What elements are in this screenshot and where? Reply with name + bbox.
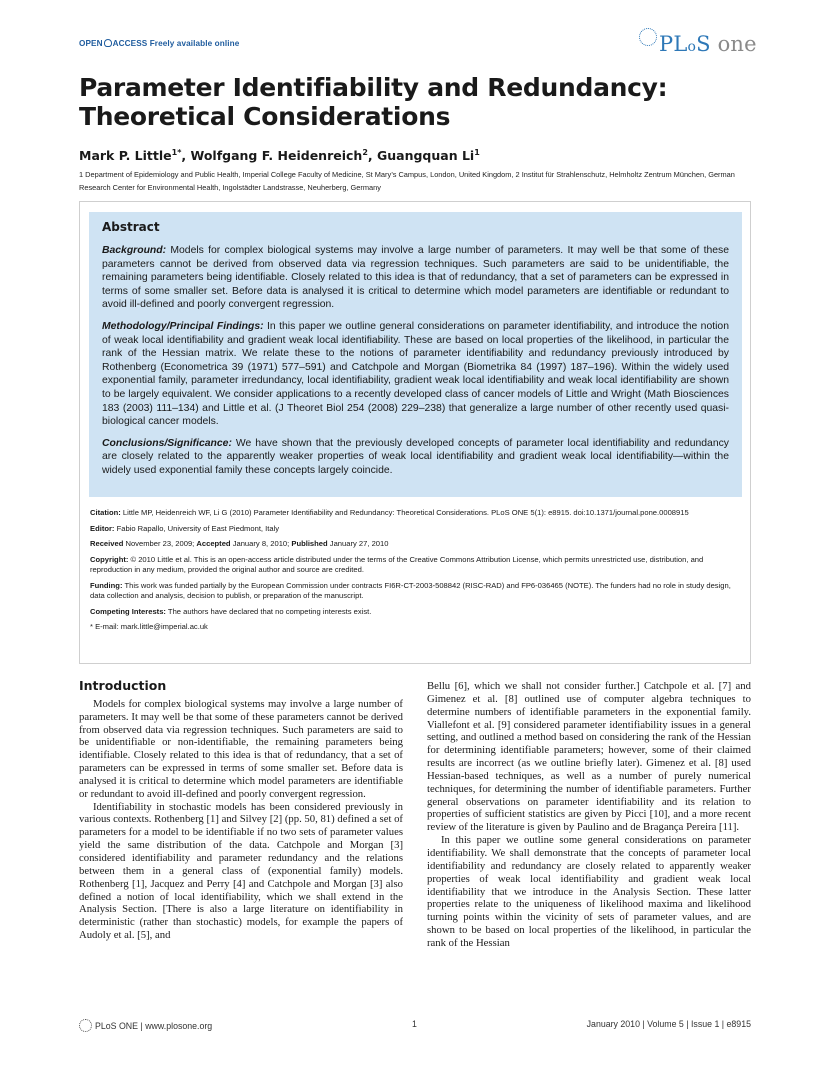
open-access-post: ACCESS Freely available online <box>112 39 240 48</box>
author-affil-sup: 1* <box>171 148 182 157</box>
conclusions-text: We have shown that the previously developed concepts of parameter local identifiability and redundancy are closely related to the apparently weaker properties of weak local identifiability and gradient weak local identifiability—within the widely used exponential family these concepts largely coincide. <box>102 437 729 476</box>
corresponding-email: * E-mail: mark.little@imperial.ac.uk <box>90 622 208 631</box>
page-footer <box>79 1018 751 1032</box>
methods-text: In this paper we outline general considerations on parameter identifiability, and introduce the notion of weak local identifiability and gradient weak local identifiability. These are based on local properties of the likelihood, in particular the rank of the Hessian matrix. We relate these to the notions of parameter identifiability and redundancy previously introduced by Rothenberg (Econometrica 39 (1971) 577–591) and Catchpole and Morgan (Biometrika 84 (1997) 187–196). Within the widely used exponential family, parameter irredundancy, local identifiability, gradient weak local identifiability and weak local identifiability are shown to be largely equivalent. We consider applications to a recently developed class of cancer models of Little and Wright (Math Biosciences 183 (2003) 111–134) and Little et al. (J Theoret Biol 254 (2008) 229–238) that generalize a large number of other recently used quasi-biological cancer models. <box>102 320 729 428</box>
open-access-lock-icon <box>104 39 112 47</box>
body-paragraph: Bellu [6], which we shall not consider further.] Catchpole et al. [7] and Gimenez et al. [8] outlined use of computer algebra techniques to determine numbers of identifiable parameters in the exponential family. Viallefont et al. [9] considered parameter identifiability issues in a general setting, and outlined a method based on considering the rank of the Hessian for determining identifiable parameters; however, some of their claimed results are incorrect (as we outline briefly later). Gimenez et al. [8] used Hessian-based techniques, as well as a number of purely numerical techniques, for determining the number of identifiable parameters. Further general observations on parameter identifiability and its relation to properties of sufficient statistics are given by Picci [10], and a more recent review of the literature is given by Paulino and de Bragança Pereira [11]. <box>427 680 751 834</box>
author-name: Mark P. Little <box>79 148 172 164</box>
article-title: Parameter Identifiability and Redundancy: Theoretical Considerations <box>79 73 668 131</box>
footer-journal: PLoS ONE | www.plosone.org <box>79 1019 212 1032</box>
author-list <box>79 148 751 163</box>
author-affil-sup: 2 <box>362 148 368 157</box>
abstract-box <box>79 201 751 664</box>
body-columns <box>79 680 751 1010</box>
body-paragraph: Models for complex biological systems may involve a large number of parameters. It may well be that some of these parameters cannot be derived from observed data via regression techniques. Such parameters are said to be unidentifiable or non-identifiable, the remaining parameters being identifiable. Closely related to this idea is that of redundancy, that a set of parameters can be expressed in terms of some smaller set. Before data is analysed it is critical to determine which model parameters are identifiable or redundant to avoid ill-defined and poorly convergent regression. <box>79 697 403 800</box>
body-paragraph: Identifiability in stochastic models has been considered previously in various contexts. Rothenberg [1] and Silvey [2] (pp. 50, 81) defined a set of parameters for a model to be identifiable if no two sets of parameter values yield the same distribution of the data. Catchpole and Morgan [3] considered identifiability and parameter redundancy and the relations between them in a general class of (exponential family) models. Rothenberg [1], Jacquez and Perry [4] and Catchpole and Morgan [3] also defined a notion of local identifiability, which we shall extend in the Analysis Section. [There is also a large literature on identifiability in deterministic (rather than stochastic) models, for example the papers of Audoly et al. [5], and <box>79 800 403 942</box>
body-paragraph: In this paper we outline some general considerations on parameter identifiability. We shall demonstrate that the concepts of parameter local identifiability and redundancy are closely related to apparently weaker properties of weak local identifiability and gradient weak local identifiability that we introduce in the Analysis Section. These latter properties relate to the uniqueness of likelihood maxima and likelihood turning points within the vicinity of sets of parameter values, and are shown to be based on local properties of the likelihood, in particular the rank of the Hessian <box>427 834 751 949</box>
body-column-right <box>427 680 751 1010</box>
dates: Received November 23, 2009; Accepted January 8, 2010; Published January 27, 2010 <box>90 539 389 548</box>
footer-issue: January 2010 | Volume 5 | Issue 1 | e8915 <box>586 1019 751 1029</box>
editor: Editor: Fabio Rapallo, University of East Piedmont, Italy <box>90 523 280 533</box>
abstract-background <box>102 244 729 312</box>
article-metadata <box>90 508 740 638</box>
plos-sun-icon <box>639 28 657 46</box>
author-name: , Wolfgang F. Heidenreich <box>181 148 363 164</box>
open-access-pre: OPEN <box>79 39 103 48</box>
journal-header-bar <box>79 32 757 56</box>
author-name: , Guangquan Li <box>367 148 475 164</box>
abstract-heading: Abstract <box>102 220 160 234</box>
plos-one-logo <box>639 28 757 56</box>
copyright: Copyright: © 2010 Little et al. This is an open-access article distributed under the terms of the Creative Commons Attribution License, which permits unrestricted use, distribution, and reproduction in any medium, provided the original author and source are credited. <box>90 554 704 574</box>
competing-interests: Competing Interests: The authors have declared that no competing interests exist. <box>90 606 372 616</box>
methods-label: Methodology/Principal Findings: <box>102 320 264 332</box>
background-label: Background: <box>102 245 167 256</box>
affiliations: 1 Department of Epidemiology and Public Health, Imperial College Faculty of Medicine, St Mary’s Campus, London, United Kingdom, 2 Institut für Strahlenschutz, Helmholtz Zentrum München, German Research Center for Environmental Health, Ingolstädter Landstrasse, Neuherberg, Germany <box>79 170 735 192</box>
abstract-methods <box>102 320 729 429</box>
background-text: Models for complex biological systems may involve a large number of parameters. It may well be that some of these parameters cannot be derived from observed data via regression techniques. Such parameters are said to be unidentifiable, the remaining parameters being identifiable. Closely related to this idea is that of redundancy, that a set of parameters can be expressed in terms of some smaller set. Before data is analysed it is critical to determine which model parameters are identifiable or redundant to avoid ill-defined and poorly convergent regression. <box>102 245 729 311</box>
section-heading-introduction: Introduction <box>79 680 167 693</box>
author-affil-sup: 1 <box>474 148 480 157</box>
plos-one-wordmark: PLoS one <box>659 32 757 56</box>
funding: Funding: This work was funded partially by the European Commission under contracts FI6R-CT-2003-508842 (RISC-RAD) and FP6-036465 (NOTE). The funders had no role in study design, data collection and analysis, decision to publish, or preparation of the manuscript. <box>90 580 731 600</box>
abstract-conclusions <box>102 437 729 478</box>
page-number: 1 <box>412 1019 417 1029</box>
plos-sun-icon <box>79 1019 92 1032</box>
conclusions-label: Conclusions/Significance: <box>102 437 232 449</box>
body-column-left <box>79 680 403 1010</box>
abstract-panel <box>89 212 742 497</box>
open-access-banner <box>79 39 239 48</box>
citation: Citation: Little MP, Heidenreich WF, Li G (2010) Parameter Identifiability and Redundancy: Theoretical Considerations. PLoS ONE 5(1): e8915. doi:10.1371/journal.pone.0008915 <box>90 508 689 517</box>
